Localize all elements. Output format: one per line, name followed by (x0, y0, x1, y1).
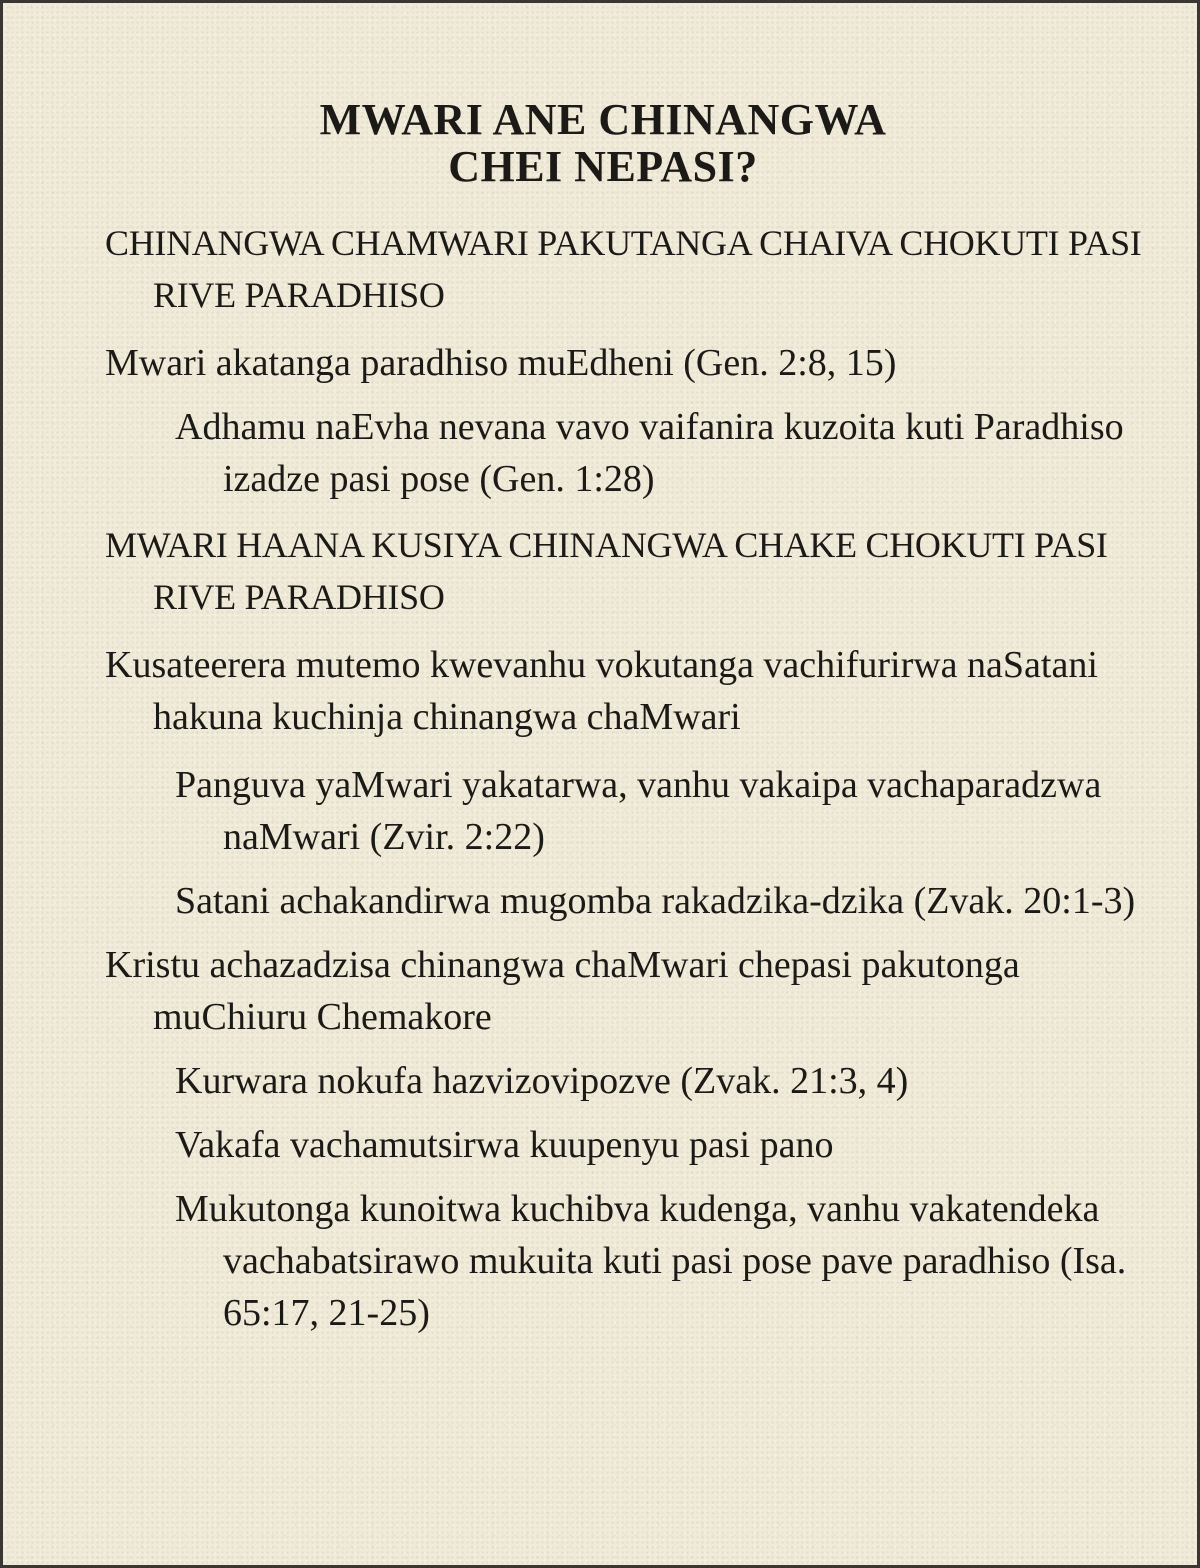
outline (3, 217, 1200, 1339)
outline-point: Mwari akatanga paradhiso muEdheni (Gen. 2:8, 15) (105, 342, 897, 384)
title-line-2: CHEI NEPASI? (448, 142, 758, 191)
outline-subpoint: Panguva yaMwari yakatarwa, vanhu vakaipa vachaparadzwa naMwari (Zvir. 2:22) (175, 764, 1102, 858)
outline-subpoint: Kurwara nokufa hazvizovipozve (Zvak. 21:3, 4) (175, 1060, 909, 1102)
section-heading: MWARI HAANA KUSIYA CHINANGWA CHAKE CHOKUTI PASI RIVE PARADHISO (105, 525, 1108, 617)
outline-subpoint: Mukutonga kunoitwa kuchibva kudenga, vanhu vakatendeka vachabatsirawo mukuita kuti pasi pose pave paradhiso (Isa. 65:17, 21-25) (175, 1188, 1127, 1334)
outline-point: Kristu achazadzisa chinangwa chaMwari chepasi pakutonga muChiuru Chemakore (105, 944, 1020, 1038)
outline-subpoint: Vakafa vachamutsirwa kuupenyu pasi pano (175, 1124, 834, 1166)
outline-subpoint: Satani achakandirwa mugomba rakadzika-dzika (Zvak. 20:1-3) (175, 880, 1136, 922)
title-line-1: MWARI ANE CHINANGWA (319, 95, 887, 144)
section-heading: CHINANGWA CHAMWARI PAKUTANGA CHAIVA CHOKUTI PASI RIVE PARADHISO (105, 223, 1142, 315)
outline-point: Kusateerera mutemo kwevanhu vokutanga vachifurirwa naSatani hakuna kuchinja chinangwa chaMwari (105, 644, 1098, 738)
outline-subpoint: Adhamu naEvha nevana vavo vaifanira kuzoita kuti Paradhiso izadze pasi pose (Gen. 1:28) (175, 406, 1124, 500)
